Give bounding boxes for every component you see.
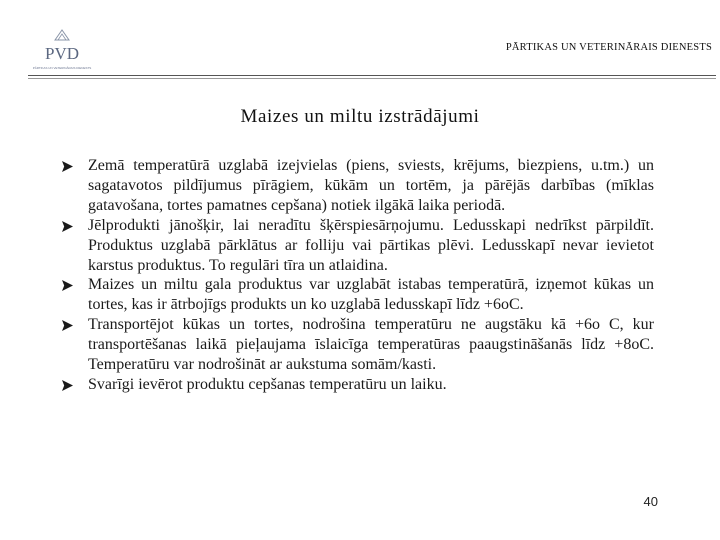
bullet-text: Zemā temperatūrā uzglabā izejvielas (piens, sviests, krējums, biezpiens, u.tm.) un sagatavotos pildījumus pīrāgiem, kūkām un tortēm, ja pārējās darbības (mīklas gatavošana, tortes pamatnes cepšana) notiek ilgākā laika periodā. (88, 157, 654, 214)
arrow-bullet-icon (61, 220, 74, 233)
slide-title: Maizes un miltu izstrādājumi (240, 106, 480, 127)
pvd-logo-graphic (30, 28, 94, 72)
bullet-text: Jēlprodukti jānošķir, lai neradītu šķērspiesārņojumu. Ledusskapi nedrīkst pārpildīt. Produktus uzglabā pārklātus ar folliju vai pārtikas plēvi. Ledusskapī nevar ievietot karstus produktus. To regulāri tīra un atlaidina. (88, 216, 654, 274)
logo-caption: PĀRTIKAS UN VETERINĀRAIS DIENESTS (32, 66, 92, 70)
bullet-list (61, 156, 654, 395)
bullet-text: Transportējot kūkas un tortes, nodrošina temperatūru ne augstāku kā +6o C, kur transportēšanas laikā pieļaujama īslaicīga temperatūras paaugstināšanās līdz +8oC. Temperatūru var nodrošināt ar aukstuma somām/kasti. (88, 316, 654, 374)
bullet-item (61, 315, 654, 375)
arrow-bullet-icon (61, 279, 74, 292)
bullet-text: Svarīgi ievērot produktu cepšanas temperatūru un laiku. (88, 375, 447, 393)
arrow-bullet-icon (61, 319, 74, 332)
bullet-item (61, 216, 654, 276)
bullet-item (61, 375, 654, 395)
bullet-item (61, 156, 654, 216)
header-divider (28, 75, 716, 76)
bullet-item (61, 275, 654, 315)
page-number: 40 (643, 494, 658, 509)
arrow-bullet-icon (61, 379, 74, 392)
logo-text: PVD (44, 44, 80, 63)
organization-name: PĀRTIKAS UN VETERINĀRAIS DIENESTS (505, 42, 712, 53)
bullet-text: Maizes un miltu gala produktus var uzglabāt istabas temperatūrā, izņemot kūkas un tortes, kas ir ātrbojīgs produkts un ko uzglabā ledusskapī līdz +6oC. (88, 276, 654, 314)
header-divider-secondary (28, 78, 716, 79)
arrow-bullet-icon (61, 160, 74, 173)
pvd-logo (30, 28, 94, 72)
